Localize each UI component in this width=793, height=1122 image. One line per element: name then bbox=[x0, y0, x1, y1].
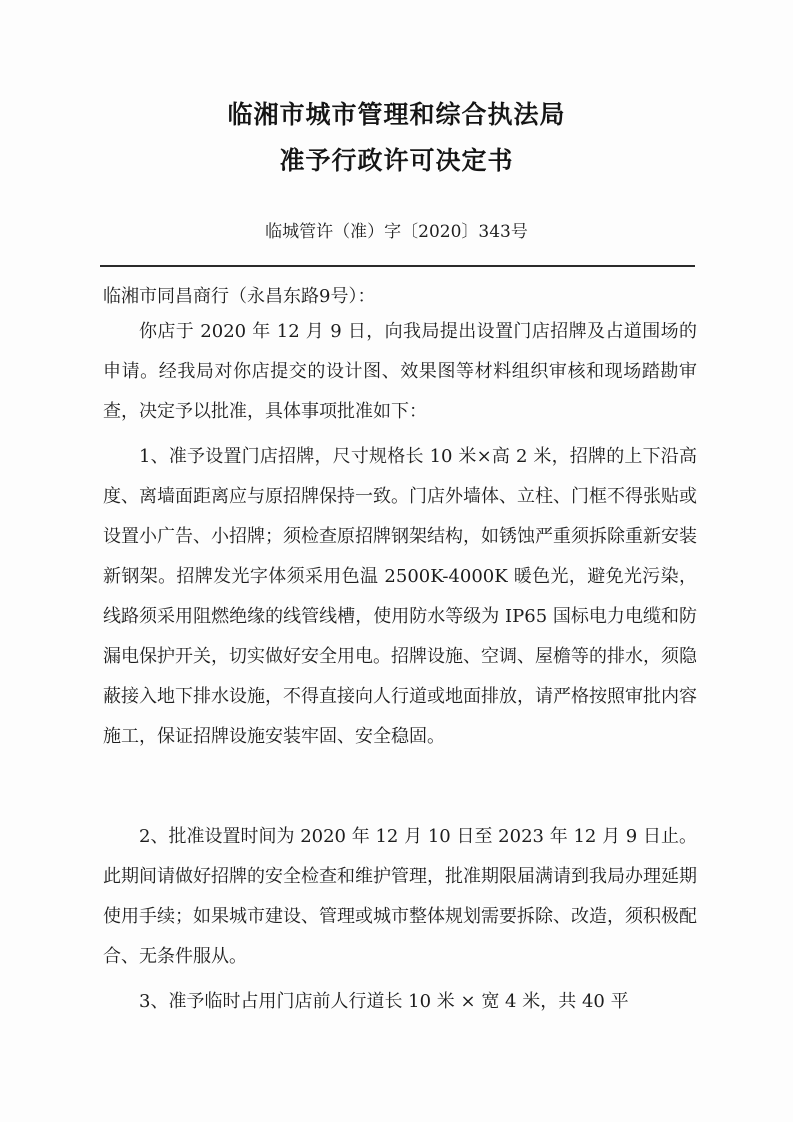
body-paragraph-intro: 你店于 2020 年 12 月 9 日，向我局提出设置门店招牌及占道围场的申请。经我局对你店提交的设计图、效果图等材料组织审核和现场踏勘审查，决定予以批准，具体事项批准如下： bbox=[103, 321, 697, 422]
body-paragraph-item-1: 1、准予设置门店招牌，尺寸规格长 10 米×高 2 米，招牌的上下沿高度、离墙面距离应与原招牌保持一致。门店外墙体、立柱、门框不得张贴或设置小广告、小招牌；须检查原招牌钢架结构，如锈蚀严重须拆除重新安装新钢架。招牌发光字体须采用色温 2500K-4000K 暖色光，避免光污染，线路须采用阻燃绝缘的线管线槽，使用防水等级为 IP65 国标电力电缆和防漏电保护开关，切实做好安全用电。招牌设施、空调、屋檐等的排水，须隐蔽接入地下排水设施，不得直接向人行道或地面排放，请严格按照审批内容施工，保证招牌设施安装牢固、安全稳固。 bbox=[103, 446, 697, 747]
document-number: 临城管许（准）字〔2020〕343号 bbox=[265, 222, 528, 242]
body-paragraph-item-3: 3、准予临时占用门店前人行道长 10 米 × 宽 4 米，共 40 平 bbox=[139, 991, 629, 1012]
header-divider bbox=[100, 265, 695, 267]
body-paragraph-item-2: 2、批准设置时间为 2020 年 12 月 10 日至 2023 年 12 月 9 日止。此期间请做好招牌的安全检查和维护管理，批准期限届满请到我局办理延期使用手续；如果城市建设、管理或城市整体规划需要拆除、改造，须积极配合、无条件服从。 bbox=[103, 826, 697, 967]
document-title-decision: 准予行政许可决定书 bbox=[279, 146, 514, 175]
addressee: 临湘市同昌商行（永昌东路9号）： bbox=[103, 286, 376, 307]
document-title-agency: 临湘市城市管理和综合执法局 bbox=[227, 100, 566, 129]
